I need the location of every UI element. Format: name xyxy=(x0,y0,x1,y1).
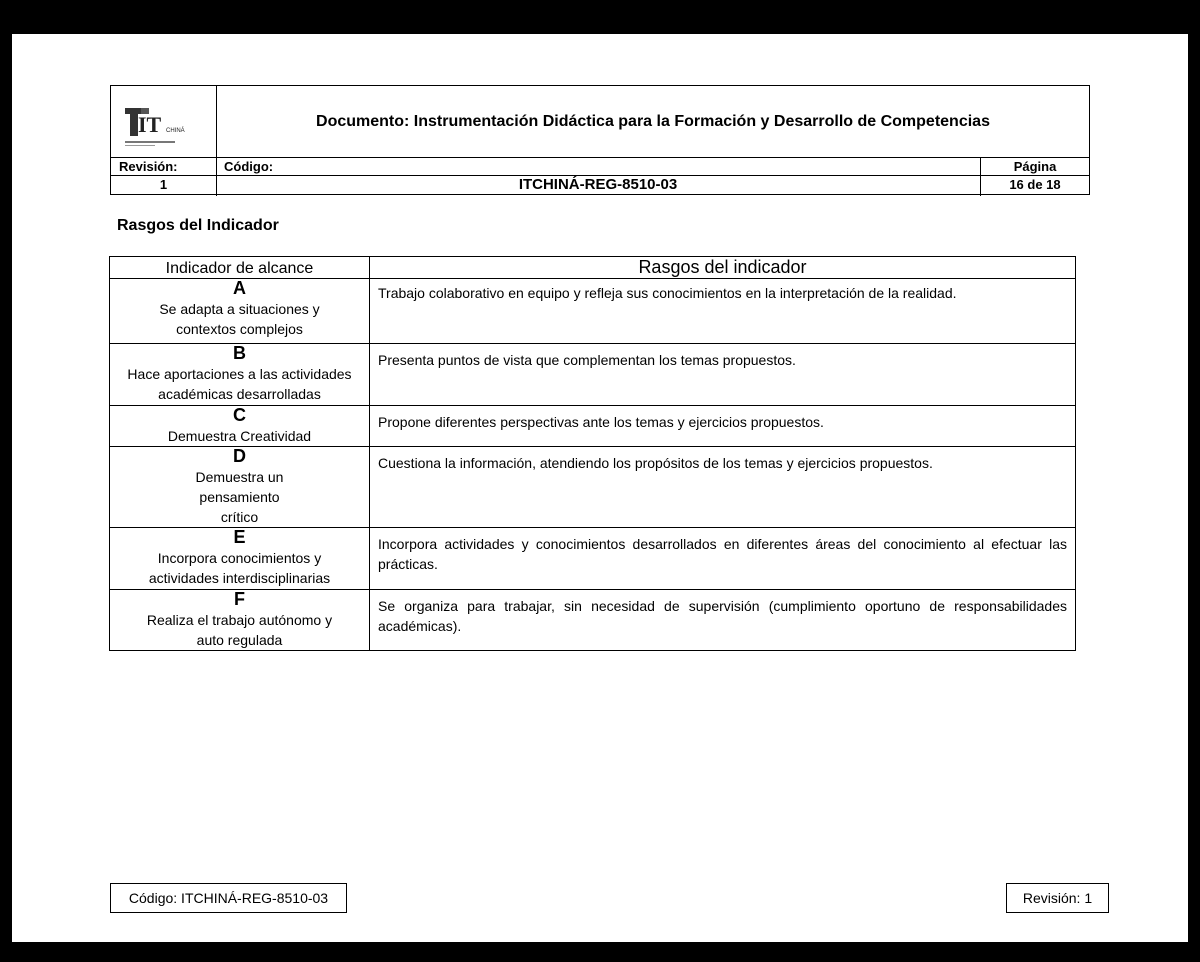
trait-description: Incorpora actividades y conocimientos desarrollados en diferentes áreas del conocimiento al efectuar las prácticas. xyxy=(378,536,1067,572)
indicator-letter: A xyxy=(233,278,246,298)
revision-value: 1 xyxy=(159,177,168,192)
indicator-letter: B xyxy=(233,343,246,363)
trait-description: Cuestiona la información, atendiendo los propósitos de los temas y ejercicios propuestos. xyxy=(378,455,933,471)
indicator-description: Se adapta a situaciones y contextos complejos xyxy=(159,301,320,337)
revision-label: Revisión: xyxy=(119,159,178,174)
indicator-cell xyxy=(110,344,370,406)
page-value: 16 de 18 xyxy=(1009,177,1061,192)
table-row xyxy=(110,344,1076,406)
document-header xyxy=(110,85,1090,195)
document-title: Documento: Instrumentación Didáctica para la Formación y Desarrollo de Competencias xyxy=(316,112,990,130)
indicator-description: Demuestra un pensamiento crítico xyxy=(195,469,284,525)
table-row xyxy=(110,528,1076,590)
svg-text:CHINÁ: CHINÁ xyxy=(166,128,185,134)
trait-description: Presenta puntos de vista que complementan los temas propuestos. xyxy=(378,352,796,368)
indicator-description: Demuestra Creatividad xyxy=(167,428,312,444)
indicator-letter: C xyxy=(233,405,246,425)
trait-description: Se organiza para trabajar, sin necesidad de supervisión (cumplimiento oportuno de responsabilidades académicas). xyxy=(378,598,1067,634)
indicator-description: Realiza el trabajo autónomo y auto regulada xyxy=(146,612,333,648)
trait-cell xyxy=(370,406,1076,447)
table-row xyxy=(110,447,1076,528)
trait-cell xyxy=(370,279,1076,344)
indicator-traits-table xyxy=(109,256,1076,651)
indicator-cell xyxy=(110,447,370,528)
indicator-cell xyxy=(110,590,370,651)
institution-logo xyxy=(111,86,217,157)
indicator-description: Incorpora conocimientos y actividades interdisciplinarias xyxy=(148,550,331,586)
table-header-row xyxy=(110,257,1076,279)
indicator-description: Hace aportaciones a las actividades académicas desarrolladas xyxy=(127,366,352,402)
trait-cell xyxy=(370,590,1076,651)
table-row xyxy=(110,406,1076,447)
section-title: Rasgos del Indicador xyxy=(117,217,279,234)
trait-cell xyxy=(370,447,1076,528)
page-label: Página xyxy=(1013,159,1057,174)
trait-description: Propone diferentes perspectivas ante los temas y ejercicios propuestos. xyxy=(378,414,824,430)
column-header-indicator: Indicador de alcance xyxy=(110,257,370,279)
indicator-cell xyxy=(110,279,370,344)
indicator-letter: D xyxy=(233,446,246,466)
indicator-cell xyxy=(110,406,370,447)
table-row xyxy=(110,279,1076,344)
document-page xyxy=(12,34,1188,942)
code-value: ITCHINÁ-REG-8510-03 xyxy=(518,176,678,193)
footer-code: Código: ITCHINÁ-REG-8510-03 xyxy=(110,883,347,913)
trait-cell xyxy=(370,344,1076,406)
indicator-letter: F xyxy=(234,589,245,609)
code-label: Código: xyxy=(224,159,274,174)
footer-revision: Revisión: 1 xyxy=(1006,883,1109,913)
header-meta-row xyxy=(111,157,1089,196)
indicator-cell xyxy=(110,528,370,590)
indicator-letter: E xyxy=(233,527,246,547)
svg-text:IT: IT xyxy=(138,112,162,137)
column-header-traits: Rasgos del indicador xyxy=(370,257,1076,279)
trait-cell xyxy=(370,528,1076,590)
table-row xyxy=(110,590,1076,651)
trait-description: Trabajo colaborativo en equipo y refleja sus conocimientos en la interpretación de la realidad. xyxy=(378,285,957,301)
